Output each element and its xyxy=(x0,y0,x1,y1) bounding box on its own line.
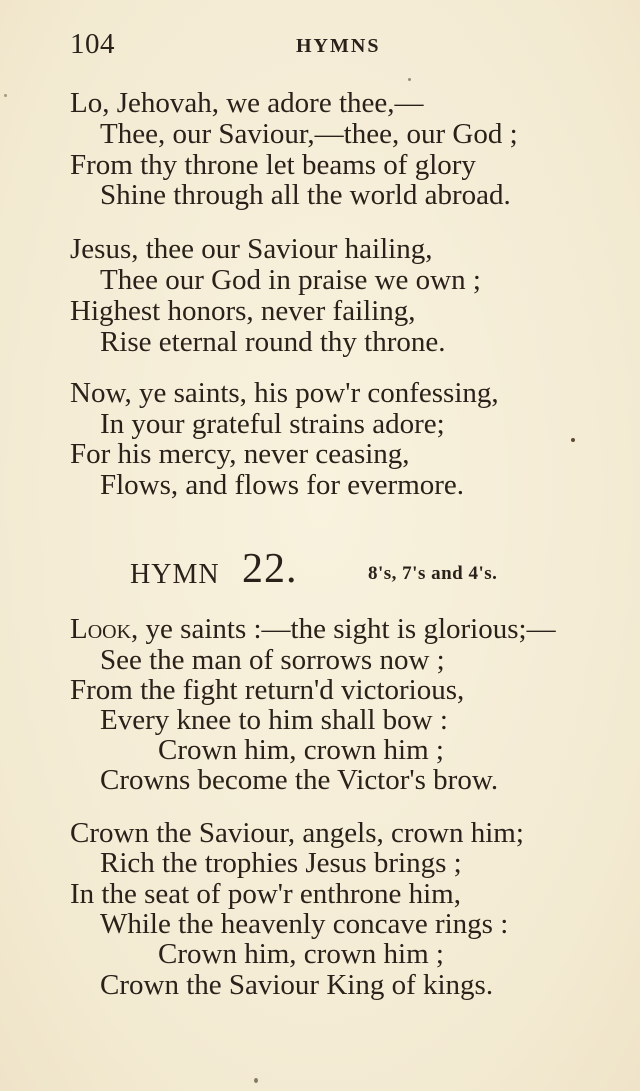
ink-speck xyxy=(254,1078,258,1083)
verse-line: Crowns become the Victor's brow. xyxy=(100,764,499,796)
verse-line: From thy throne let beams of glory xyxy=(70,149,476,181)
verse-first-word: Look, xyxy=(70,613,139,645)
verse-line: Highest honors, never failing, xyxy=(70,295,416,327)
page-number: 104 xyxy=(70,28,115,60)
verse-line: Every knee to him shall bow : xyxy=(100,704,448,736)
hymn-22-heading xyxy=(0,545,640,591)
verse-line: Thee, our Saviour,—thee, our God ; xyxy=(100,118,518,150)
verse-line xyxy=(70,614,556,644)
verse-line: Now, ye saints, his pow'r confessing, xyxy=(70,377,499,409)
hymn-number: 22. xyxy=(242,546,298,592)
hymn-label: HYMN xyxy=(130,559,220,590)
verse-line: While the heavenly concave rings : xyxy=(100,908,509,940)
running-head: HYMNS xyxy=(296,35,381,57)
verse-line: For his mercy, never ceasing, xyxy=(70,438,410,470)
page-header xyxy=(0,28,640,68)
verse-line: Crown him, crown him ; xyxy=(158,938,444,970)
ink-speck xyxy=(408,78,411,81)
verse-line: Crown him, crown him ; xyxy=(158,734,444,766)
verse-line: Jesus, thee our Saviour hailing, xyxy=(70,233,433,265)
verse-line-rest: ye saints :—the sight is glorious;— xyxy=(138,613,556,645)
verse-line: See the man of sorrows now ; xyxy=(100,644,445,676)
verse-line: Flows, and flows for evermore. xyxy=(100,469,465,501)
verse-line: Crown the Saviour, angels, crown him; xyxy=(70,817,524,849)
ink-speck xyxy=(571,438,575,442)
verse-line: Rise eternal round thy throne. xyxy=(100,326,446,358)
verse-line: Rich the trophies Jesus brings ; xyxy=(100,847,462,879)
verse-line: Lo, Jehovah, we adore thee,— xyxy=(70,87,424,119)
verse-line: Shine through all the world abroad. xyxy=(100,179,511,211)
hymn-meter: 8's, 7's and 4's. xyxy=(368,563,498,584)
verse-line: Crown the Saviour King of kings. xyxy=(100,969,494,1001)
ink-speck xyxy=(4,94,7,97)
verse-line: In the seat of pow'r enthrone him, xyxy=(70,878,461,910)
verse-line: Thee our God in praise we own ; xyxy=(100,264,481,296)
verse-line: From the fight return'd victorious, xyxy=(70,674,465,706)
verse-line: In your grateful strains adore; xyxy=(100,408,445,440)
